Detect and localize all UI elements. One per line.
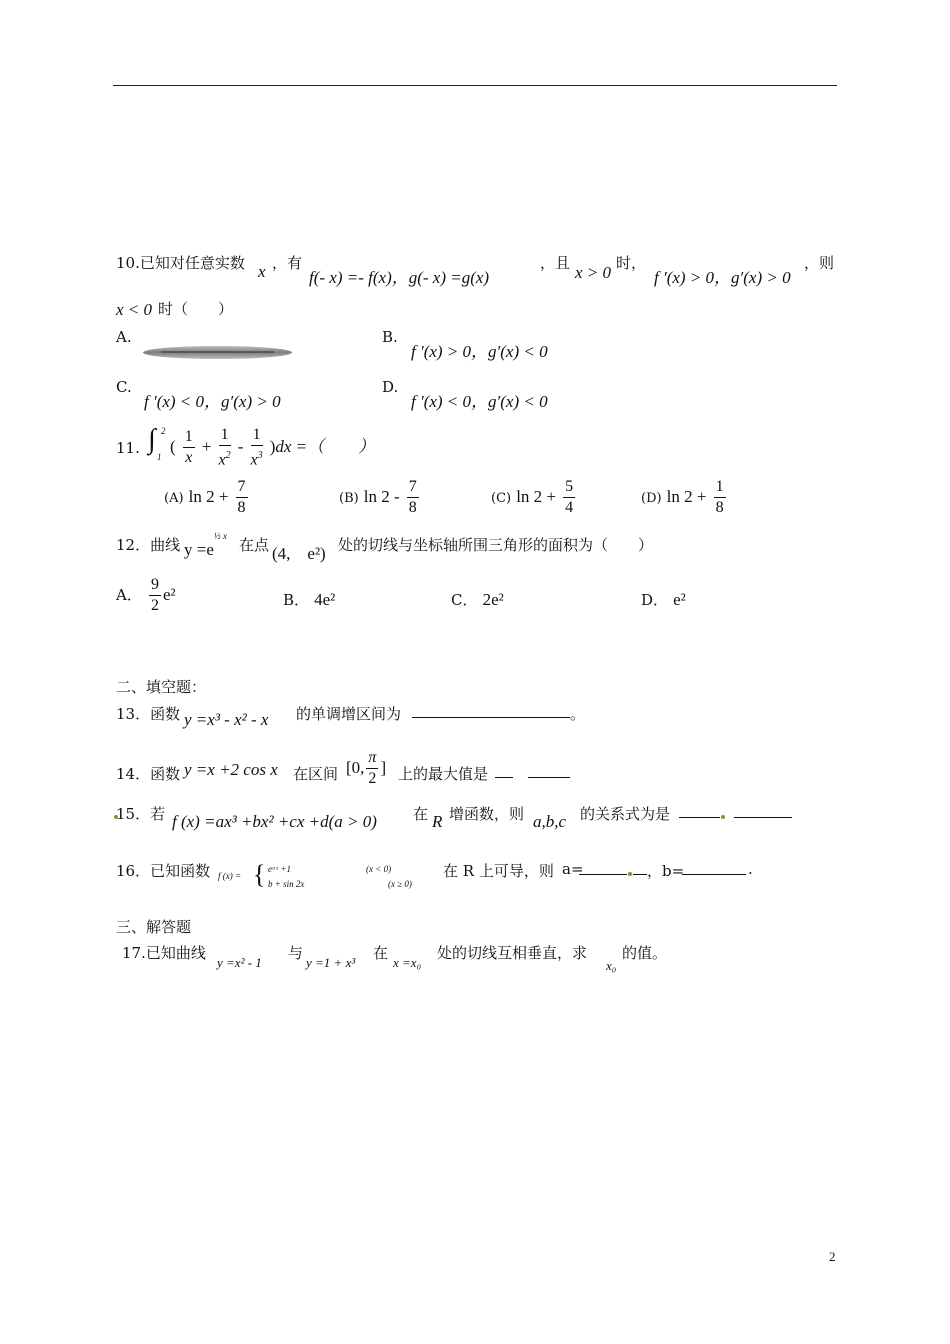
integral-sign: ∫	[148, 424, 156, 455]
q16-mid: 在 R 上可导，则	[443, 862, 554, 880]
q10-you: ，有	[272, 254, 303, 272]
q15-answer-blank-1[interactable]	[679, 803, 720, 818]
q10-option-a-image	[143, 346, 292, 359]
section-3-heading: 三、解答题	[116, 918, 192, 936]
q17-curve-2: y =1 + x³	[306, 955, 356, 970]
q16-end: .	[748, 860, 753, 878]
q10-shi: 时，	[616, 254, 647, 272]
q10-x-negative: x < 0	[116, 300, 153, 319]
q13-end: 。	[570, 705, 586, 723]
q12-option-b: B． 4e²	[283, 590, 336, 609]
q12-curve: $y =e^{\frac{1}{2} x}$	[184, 531, 227, 559]
q14-tail: 上的最大值是	[398, 765, 489, 783]
q16-a-blank-1[interactable]	[579, 860, 627, 875]
section-2-heading: 二、填空题：	[116, 678, 207, 696]
q12-option-d: D． e²	[641, 590, 686, 609]
q16-label: 16．已知函数	[116, 862, 211, 880]
q11-option-a: (A) ln 2 + $\frac{7}{8}$	[164, 478, 246, 516]
q11-option-d: (D) ln 2 + $\frac{1}{8}$	[641, 478, 724, 516]
q10-option-b: f ′(x) > 0，g′(x) < 0	[411, 342, 548, 361]
q13-label: 13．函数	[116, 705, 181, 723]
q13-answer-blank[interactable]	[412, 703, 570, 718]
q10-option-c: f ′(x) < 0，g′(x) > 0	[144, 392, 281, 411]
q14-label: 14．函数	[116, 765, 181, 783]
q14-answer-blank-1[interactable]	[495, 763, 513, 778]
q11-integrand: ( $\frac{1}{x}$ + $\frac{1}{x^2}$ - $\frac{1}{x^3}$ )dx =（ ）	[170, 426, 376, 469]
q15-label: 15．若	[116, 805, 166, 823]
q17-tail: 处的切线互相垂直，求	[437, 944, 588, 962]
q10-ze: ，则	[804, 254, 835, 272]
q10-option-c-label: C.	[116, 378, 132, 396]
q14-interval: [0, $\frac{\pi}{2}$ ]	[346, 749, 387, 787]
q11-integral	[148, 424, 166, 462]
marker-dot	[628, 872, 632, 876]
q16-b-eq: ，b=	[647, 862, 685, 880]
q17-end: 的值。	[622, 944, 668, 962]
q17-yu: 与	[288, 944, 304, 962]
q15-abc: a,b,c	[533, 812, 567, 831]
q15-R: R	[432, 812, 443, 831]
q15-mid: 增函数，则	[449, 805, 525, 823]
q12-at-point: 在点	[239, 536, 270, 554]
q10-qie: ，且	[540, 254, 571, 272]
q11-option-b: (B) ln 2 - $\frac{7}{8}$	[339, 478, 417, 516]
q15-formula: f (x) =ax³ +bx² +cx +d(a > 0)	[172, 812, 377, 831]
q11-integral-lower: 1	[157, 452, 162, 462]
q15-answer-blank-2[interactable]	[734, 803, 792, 818]
q13-tail: 的单调增区间为	[296, 705, 402, 723]
q13-formula: y =x³ - x² - x	[184, 710, 269, 729]
q12-option-a: A． $\frac{9}{2}$ e²	[116, 576, 176, 614]
q16-b-blank[interactable]	[682, 860, 746, 875]
q14-mid: 在区间	[293, 765, 339, 783]
q12-option-c: C． 2e²	[451, 590, 504, 609]
q16-a-blank-2[interactable]	[633, 860, 647, 875]
q10-var-x: x	[258, 262, 266, 281]
q15-tail: 的关系式为是	[580, 805, 671, 823]
q12-point: (4, e²)	[272, 544, 326, 563]
q17-label: 17.已知曲线	[122, 944, 206, 962]
q17-zai: 在	[373, 944, 389, 962]
header-rule	[113, 85, 837, 86]
q17-x0: x₀	[606, 958, 617, 973]
q10-option-d-label: D.	[382, 378, 399, 396]
q17-x-eq: x =x₀	[393, 955, 422, 970]
q12-intro: 12．曲线	[116, 536, 181, 554]
q17-curve-1: y =x² - 1	[217, 955, 262, 970]
q10-odd-even: f(- x) =- f(x)，g(- x) =g(x)	[309, 268, 490, 287]
marker-dot	[721, 815, 725, 819]
q11-tail: dx =（ ）	[275, 437, 376, 457]
q11-option-c: (C) ln 2 + $\frac{5}{4}$	[491, 478, 574, 516]
q10-intro: 10.已知对任意实数	[116, 254, 245, 272]
q16-a-eq: a=	[562, 860, 584, 878]
q15-zai: 在	[413, 805, 429, 823]
q10-option-b-label: B.	[382, 328, 398, 346]
q10-option-d: f ′(x) < 0，g′(x) < 0	[411, 392, 548, 411]
q10-x-positive: x > 0	[575, 263, 612, 282]
q14-answer-blank-2[interactable]	[528, 763, 570, 778]
q10-option-a-label: A.	[116, 328, 132, 346]
q14-formula: y =x +2 cos x	[184, 760, 278, 779]
page-number: 2	[829, 1249, 836, 1264]
q12-tail: 处的切线与坐标轴所围三角形的面积为（ ）	[338, 536, 654, 554]
q11-label: 11.	[116, 439, 140, 457]
q11-integral-upper: 2	[161, 426, 166, 436]
q10-derivative-condition: f ′(x) > 0，g′(x) > 0	[654, 268, 791, 287]
q10-tail: 时（ ）	[158, 300, 234, 318]
